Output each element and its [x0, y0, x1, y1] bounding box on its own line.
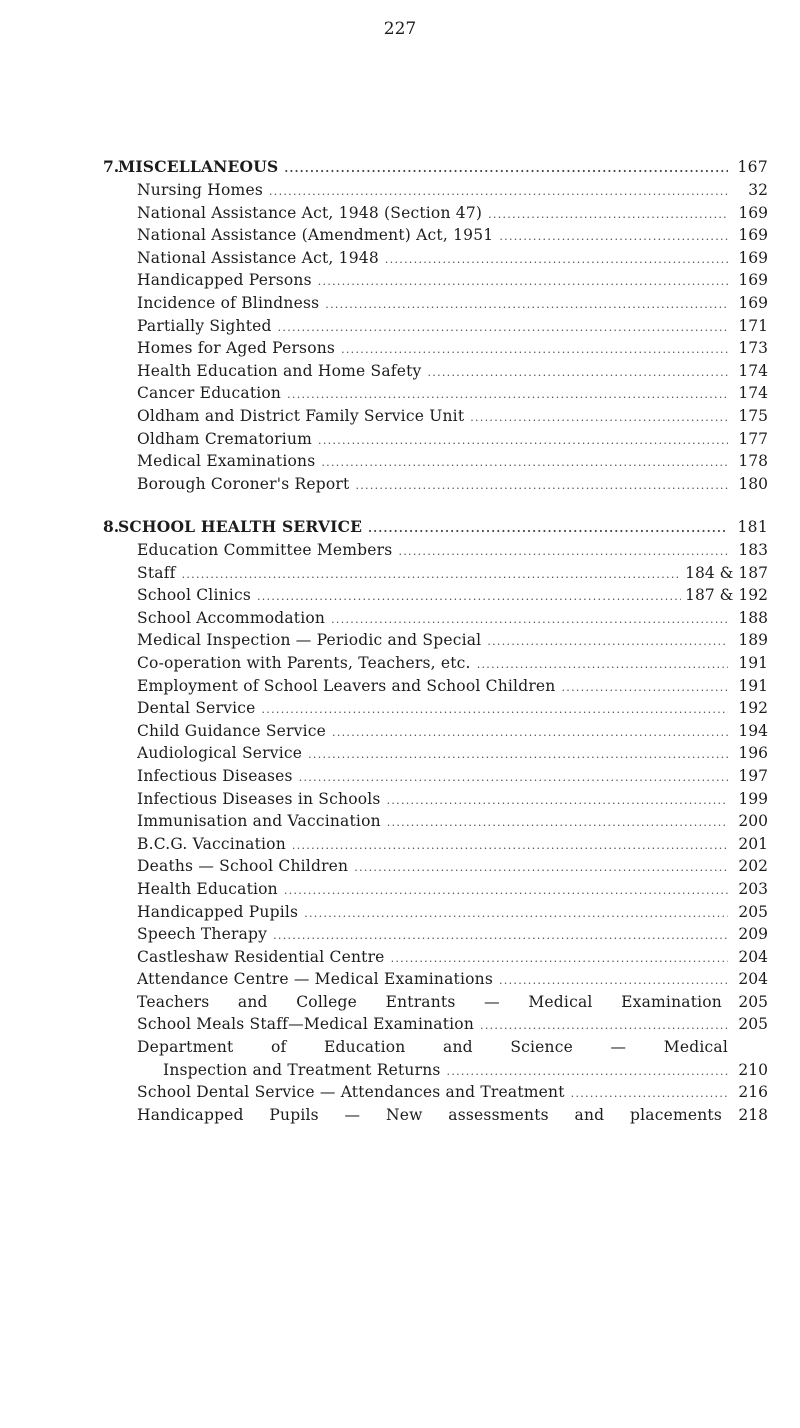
leader-dots: [299, 767, 728, 790]
entry-page: 191: [738, 676, 768, 695]
entry-label: Handicapped Pupils — New assessments and placements: [137, 1105, 722, 1124]
entry-page: 189: [738, 631, 768, 650]
entry-page: 178: [738, 452, 768, 471]
entry-label: Audiological Service: [137, 744, 303, 763]
toc-entry: [137, 833, 768, 858]
entry-label: National Assistance Act, 1948 (Section 47): [137, 203, 483, 222]
leader-dots: [182, 564, 682, 587]
entry-label: Health Education and Home Safety: [137, 361, 422, 380]
section-title: SCHOOL HEALTH SERVICE: [118, 517, 363, 536]
toc-entry: [137, 788, 768, 813]
leader-dots: [398, 541, 728, 564]
leader-dots: [269, 181, 728, 204]
entry-page: 175: [738, 406, 768, 425]
toc-entry: [137, 539, 768, 564]
entry-page: 209: [738, 925, 768, 944]
leader-dots: [331, 609, 728, 632]
leader-dots: [562, 677, 729, 700]
entry-page: 191: [738, 653, 768, 672]
leader-dots: [499, 226, 728, 249]
leader-dots: [284, 157, 728, 181]
section-miscellaneous: [0, 155, 800, 495]
toc-entry: [137, 382, 768, 407]
leader-dots: [447, 1061, 728, 1084]
entry-label: Partially Sighted: [137, 316, 272, 335]
leader-dots: [257, 586, 681, 609]
leader-dots: [273, 925, 728, 948]
entry-label: Deaths — School Children: [137, 857, 349, 876]
entry-label: Infectious Diseases in Schools: [137, 789, 381, 808]
toc-entry: [137, 292, 768, 317]
toc-entry: [137, 247, 768, 272]
toc-entry: [137, 991, 768, 1014]
entry-label: Handicapped Persons: [137, 271, 312, 290]
entry-page: 192: [738, 699, 768, 718]
entry-page: 210: [738, 1060, 768, 1079]
entry-label: Incidence of Blindness: [137, 293, 320, 312]
entry-page: 194: [738, 721, 768, 740]
entry-page: 177: [738, 429, 768, 448]
entry-label: Castleshaw Residential Centre: [137, 947, 385, 966]
leader-dots: [368, 517, 728, 541]
entry-label: Oldham Crematorium: [137, 429, 313, 448]
leader-dots: [287, 384, 728, 407]
toc-entry: [137, 360, 768, 385]
leader-dots: [308, 744, 728, 767]
entry-label: School Clinics: [137, 586, 251, 605]
entry-page: 169: [738, 203, 768, 222]
entry-label: Child Guidance Service: [137, 721, 327, 740]
entry-page: 196: [738, 744, 768, 763]
entry-label: Cancer Education: [137, 384, 282, 403]
entry-label: Medical Inspection — Periodic and Special: [137, 631, 482, 650]
entry-page: 174: [738, 361, 768, 380]
entry-label: Co-operation with Parents, Teachers, etc.: [137, 653, 471, 672]
entry-label: Immunisation and Vaccination: [137, 812, 381, 831]
section-number: 8.: [103, 517, 120, 536]
entry-label: Speech Therapy: [137, 925, 268, 944]
leader-dots: [477, 654, 728, 677]
entry-label: Homes for Aged Persons: [137, 339, 336, 358]
entry-page: 201: [738, 834, 768, 853]
toc-entry: [137, 337, 768, 362]
toc-entry: [137, 765, 768, 790]
entry-label: School Accommodation: [137, 608, 326, 627]
entry-label: National Assistance (Amendment) Act, 1951: [137, 226, 494, 245]
entry-page: 183: [738, 541, 768, 559]
section-page: 181: [737, 518, 768, 536]
leader-dots: [354, 857, 728, 880]
section-number: 7.: [103, 157, 120, 176]
entry-page: 169: [738, 293, 768, 312]
entry-page: 171: [738, 316, 768, 335]
section-school-health-service: [0, 515, 800, 1126]
entry-page: 174: [738, 384, 768, 403]
section-page: 167: [737, 158, 768, 176]
toc-entry: [137, 1081, 768, 1106]
toc-entry: [137, 855, 768, 880]
toc-entry: [137, 697, 768, 722]
section-heading: [0, 515, 800, 539]
entry-label: Department of Education and Science — Medical: [137, 1038, 728, 1057]
toc-entry: [137, 742, 768, 767]
entry-page: 173: [738, 339, 768, 358]
entry-label: National Assistance Act, 1948: [137, 248, 379, 267]
toc-entry: [137, 315, 768, 340]
entry-label: Oldham and District Family Service Unit: [137, 406, 465, 425]
toc-entry: [137, 1104, 768, 1127]
leader-dots: [318, 430, 728, 453]
leader-dots: [480, 1015, 728, 1038]
entry-page: 180: [738, 474, 768, 493]
entry-page: 199: [738, 789, 768, 808]
entry-page: 203: [738, 879, 768, 898]
entry-page: 169: [738, 226, 768, 245]
entry-page: 204: [738, 970, 768, 989]
leader-dots: [499, 970, 728, 993]
entry-page: 202: [738, 857, 768, 876]
leader-dots: [318, 271, 728, 294]
toc-entry: [137, 584, 768, 609]
entry-page: 169: [738, 248, 768, 267]
toc-entry: [137, 428, 768, 453]
leader-dots: [487, 631, 728, 654]
entry-label: School Dental Service — Attendances and Treatment: [137, 1083, 565, 1102]
toc-entry: [137, 269, 768, 294]
entry-page: 200: [738, 812, 768, 831]
toc-entry: [137, 473, 768, 498]
toc-entry: [137, 1036, 768, 1059]
entry-page: 205: [738, 992, 768, 1011]
leader-dots: [385, 249, 728, 272]
toc-entry: [137, 946, 768, 971]
leader-dots: [325, 294, 728, 317]
entry-page: 188: [738, 608, 768, 627]
toc-entry: [137, 878, 768, 903]
toc-entry: [137, 202, 768, 227]
leader-dots: [470, 407, 728, 430]
toc-entry: [137, 923, 768, 948]
toc-entry: [137, 810, 768, 835]
toc-entry: [137, 405, 768, 430]
toc-entry: [137, 562, 768, 587]
toc-entry: [137, 652, 768, 677]
entry-label: B.C.G. Vaccination: [137, 834, 286, 853]
leader-dots: [262, 699, 728, 722]
toc-entry: [137, 607, 768, 632]
entry-label: Education Committee Members: [137, 541, 393, 559]
leader-dots: [387, 790, 728, 813]
leader-dots: [391, 948, 728, 971]
leader-dots: [427, 362, 728, 385]
entry-label: School Meals Staff—Medical Examination: [137, 1015, 475, 1034]
entry-page: 184 & 187: [685, 563, 768, 582]
entry-label: Borough Coroner's Report: [137, 474, 350, 493]
entry-label: Nursing Homes: [137, 181, 263, 199]
entry-page: 169: [738, 271, 768, 290]
section-heading: [0, 155, 800, 179]
entry-page: 204: [738, 947, 768, 966]
leader-dots: [341, 339, 728, 362]
toc-entry: [137, 450, 768, 475]
entry-page: 205: [738, 902, 768, 921]
entry-label: Handicapped Pupils: [137, 902, 299, 921]
entry-label: Staff: [137, 563, 176, 582]
toc-entry: [137, 901, 768, 926]
toc-entry: [137, 1013, 768, 1038]
leader-dots: [292, 835, 728, 858]
leader-dots: [488, 204, 728, 227]
toc-entry: [137, 720, 768, 745]
leader-dots: [387, 812, 728, 835]
entry-label: Employment of School Leavers and School Children: [137, 676, 556, 695]
leader-dots: [304, 903, 728, 926]
leader-dots: [332, 722, 728, 745]
leader-dots: [571, 1083, 728, 1106]
toc-entry: [137, 629, 768, 654]
entry-page: 218: [738, 1105, 768, 1124]
toc-entry: [137, 968, 768, 993]
section-title: MISCELLANEOUS: [118, 157, 279, 176]
entry-page: 187 & 192: [685, 586, 768, 605]
entry-label: Teachers and College Entrants — Medical Examination: [137, 992, 722, 1011]
leader-dots: [321, 452, 728, 475]
entry-label: Attendance Centre — Medical Examinations: [137, 970, 494, 989]
leader-dots: [284, 880, 728, 903]
entry-label: Dental Service: [137, 699, 256, 718]
entry-label: Infectious Diseases: [137, 766, 293, 785]
toc-entry: [137, 224, 768, 249]
page-number: 227: [383, 19, 417, 39]
entry-page: 205: [738, 1015, 768, 1034]
leader-dots: [355, 475, 728, 498]
toc-entry: [137, 675, 768, 700]
entry-label: Inspection and Treatment Returns: [163, 1060, 441, 1079]
entry-page: 197: [738, 766, 768, 785]
toc-entry-continuation: [163, 1059, 768, 1084]
entry-label: Medical Examinations: [137, 452, 316, 471]
toc-entry: [137, 179, 768, 204]
entry-label: Health Education: [137, 879, 278, 898]
entry-page: 32: [748, 181, 768, 199]
leader-dots: [278, 317, 728, 340]
entry-page: 216: [738, 1083, 768, 1102]
